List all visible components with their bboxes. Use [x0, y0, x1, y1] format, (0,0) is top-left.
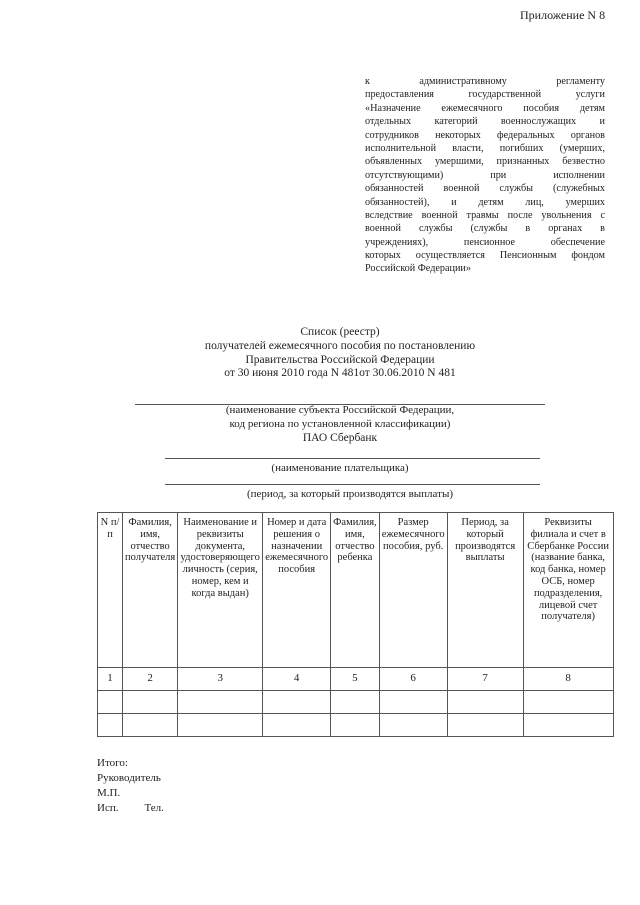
payer-name: ПАО Сбербанк	[302, 432, 378, 444]
total-label: Итого:	[97, 757, 128, 769]
table-cell	[178, 691, 263, 714]
header-child-name: Фамилия, имя, отчество ребенка	[331, 513, 380, 668]
column-number: 7	[447, 668, 523, 691]
regulation-line: обязанностей), и детям лиц, умерших	[365, 196, 605, 208]
regulation-line: учреждениях), пенсионное обеспечение	[365, 236, 605, 248]
header-payment-period: Период, за который производятся выплаты	[447, 513, 523, 668]
table-cell	[331, 691, 380, 714]
regulation-line: отсутствующими) при исполнении	[365, 169, 605, 181]
registry-table	[97, 512, 614, 737]
phone-label: Тел.	[144, 802, 164, 814]
title-line: получателей ежемесячного пособия по постановлению	[204, 339, 476, 352]
column-number: 1	[98, 668, 123, 691]
table-cell	[447, 691, 523, 714]
regulation-line: военной службы (службы в органах в	[365, 223, 605, 235]
column-number: 6	[379, 668, 447, 691]
table-header-row	[98, 513, 614, 668]
column-number: 8	[523, 668, 613, 691]
table-cell	[523, 714, 613, 737]
table-cell	[263, 714, 331, 737]
signature-block	[97, 756, 164, 816]
table-cell	[98, 714, 123, 737]
header-bank-details: Реквизиты филиала и счет в Сбербанке России (название банка, код банка, номер ОСБ, номер подразделения, лицевой счет получателя)	[523, 513, 613, 668]
head-label: Руководитель	[97, 772, 161, 784]
subject-caption	[190, 404, 490, 431]
regulation-line: объявленных умершими, признанных безвестно	[365, 156, 605, 168]
payer-caption: (наименование плательщика)	[271, 462, 409, 474]
table-row	[98, 714, 614, 737]
table-cell	[263, 691, 331, 714]
table-cell	[178, 714, 263, 737]
header-number: N п/п	[98, 513, 123, 668]
table-cell	[379, 714, 447, 737]
column-number: 5	[331, 668, 380, 691]
regulation-line: вследствие военной травмы после увольнения с	[365, 209, 605, 221]
document-title	[150, 326, 530, 381]
table-cell	[123, 714, 178, 737]
header-recipient-name: Фамилия, имя, отчество получателя	[123, 513, 178, 668]
table-cell	[379, 691, 447, 714]
header-decision: Номер и дата решения о назначении ежемесячного пособия	[263, 513, 331, 668]
table-cell	[98, 691, 123, 714]
table-cell	[331, 714, 380, 737]
regulation-line: которых осуществляется Пенсионным фондом	[365, 250, 605, 262]
regulation-reference	[365, 75, 605, 276]
seal-label: М.П.	[97, 787, 121, 799]
title-line: от 30 июня 2010 года N 481от 30.06.2010 N 481	[224, 367, 456, 380]
regulation-line: Российской Федерации»	[365, 263, 471, 275]
column-number: 3	[178, 668, 263, 691]
table-row	[98, 668, 614, 691]
title-line: Правительства Российской Федерации	[245, 353, 435, 366]
period-line	[165, 484, 540, 485]
regulation-line: «Назначение ежемесячного пособия детям	[365, 102, 605, 114]
executor-label: Исп.	[97, 802, 119, 814]
table-cell	[123, 691, 178, 714]
regulation-line: сотрудников некоторых федеральных органов	[365, 129, 605, 141]
subject-caption-line: код региона по установленной классификации)	[229, 417, 451, 430]
header-allowance-amount: Размер ежемесячного пособия, руб.	[379, 513, 447, 668]
header-identity-document: Наименование и реквизиты документа, удостоверяющего личность (серия, номер, кем и когда выдан)	[178, 513, 263, 668]
regulation-line: обязанностей военной службы (служебных	[365, 183, 605, 195]
regulation-line: отдельных категорий военнослужащих и	[365, 116, 605, 128]
column-number: 4	[263, 668, 331, 691]
executor-row	[97, 801, 164, 816]
appendix-label: Приложение N 8	[520, 8, 606, 22]
table-cell	[447, 714, 523, 737]
regulation-line: предоставления государственной услуги	[365, 89, 605, 101]
payer-line	[165, 458, 540, 459]
period-caption: (период, за который производятся выплаты)	[246, 488, 454, 500]
subject-caption-line: (наименование субъекта Российской Федерации,	[225, 404, 455, 416]
title-line: Список (реестр)	[300, 326, 380, 338]
table-row	[98, 691, 614, 714]
column-number: 2	[123, 668, 178, 691]
regulation-line: к административному регламенту	[365, 76, 605, 87]
table-cell	[523, 691, 613, 714]
regulation-line: исполнительной власти, погибших (умерших,	[365, 142, 605, 154]
